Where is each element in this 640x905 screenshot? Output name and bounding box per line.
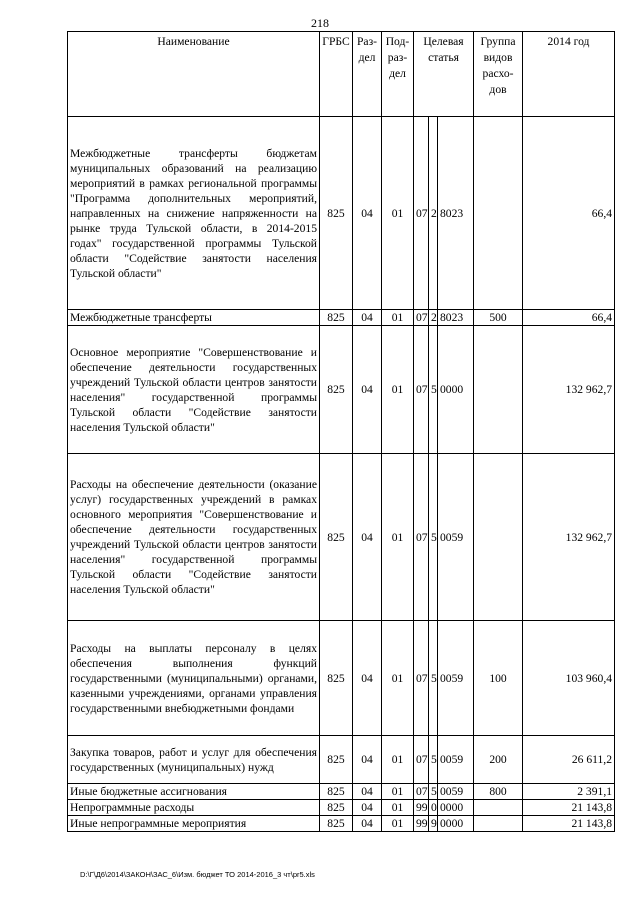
table-row bbox=[68, 326, 615, 454]
row-razdel: 04 bbox=[353, 800, 382, 816]
header-podrazdel: Под- раз- дел bbox=[382, 32, 414, 117]
table-row bbox=[68, 816, 615, 832]
row-podrazdel: 01 bbox=[382, 117, 414, 310]
row-amount: 132 962,7 bbox=[523, 454, 615, 621]
row-amount: 103 960,4 bbox=[523, 621, 615, 736]
row-razdel: 04 bbox=[353, 454, 382, 621]
row-target-subprogram: 5 bbox=[429, 784, 438, 800]
row-expense-group: 800 bbox=[474, 784, 523, 800]
row-podrazdel: 01 bbox=[382, 326, 414, 454]
row-target-direction: 0059 bbox=[438, 784, 474, 800]
row-podrazdel: 01 bbox=[382, 621, 414, 736]
row-target-subprogram: 2 bbox=[429, 117, 438, 310]
row-podrazdel: 01 bbox=[382, 784, 414, 800]
row-podrazdel: 01 bbox=[382, 310, 414, 326]
table-row bbox=[68, 800, 615, 816]
row-target-subprogram: 0 bbox=[429, 800, 438, 816]
row-razdel: 04 bbox=[353, 816, 382, 832]
row-name: Закупка товаров, работ и услуг для обеспечения государственных (муниципальных) нужд bbox=[68, 736, 320, 784]
row-name: Иные непрограммные мероприятия bbox=[68, 816, 320, 832]
table-row bbox=[68, 736, 615, 784]
row-podrazdel: 01 bbox=[382, 454, 414, 621]
row-target-subprogram: 2 bbox=[429, 310, 438, 326]
row-target-subprogram: 5 bbox=[429, 736, 438, 784]
row-razdel: 04 bbox=[353, 310, 382, 326]
row-expense-group bbox=[474, 326, 523, 454]
row-razdel: 04 bbox=[353, 117, 382, 310]
row-grbs: 825 bbox=[320, 800, 353, 816]
row-target-program: 99 bbox=[414, 800, 429, 816]
row-target-direction: 0000 bbox=[438, 800, 474, 816]
row-amount: 66,4 bbox=[523, 310, 615, 326]
row-grbs: 825 bbox=[320, 117, 353, 310]
row-grbs: 825 bbox=[320, 816, 353, 832]
row-expense-group: 100 bbox=[474, 621, 523, 736]
row-target-program: 07 bbox=[414, 117, 429, 310]
row-razdel: 04 bbox=[353, 621, 382, 736]
header-target-article: Целевая статья bbox=[414, 32, 474, 117]
row-expense-group: 200 bbox=[474, 736, 523, 784]
row-amount: 21 143,8 bbox=[523, 800, 615, 816]
row-podrazdel: 01 bbox=[382, 816, 414, 832]
row-razdel: 04 bbox=[353, 784, 382, 800]
table-row bbox=[68, 117, 615, 310]
row-target-program: 07 bbox=[414, 784, 429, 800]
table-row bbox=[68, 310, 615, 326]
row-target-direction: 0059 bbox=[438, 621, 474, 736]
row-name: Непрограммные расходы bbox=[68, 800, 320, 816]
row-target-program: 07 bbox=[414, 454, 429, 621]
row-expense-group bbox=[474, 117, 523, 310]
row-name: Расходы на обеспечение деятельности (оказание услуг) государственных учреждений в рамках основного мероприятия "Совершенствование и обеспечение деятельности государственных учреждений Тульской области центров занятости населения" государственной программы Тульской области "Содействие занятости населения Тульской области" bbox=[68, 454, 320, 621]
row-amount: 2 391,1 bbox=[523, 784, 615, 800]
row-grbs: 825 bbox=[320, 736, 353, 784]
row-name: Основное мероприятие "Совершенствование и обеспечение деятельности государственных учреждений Тульской области центров занятости населения" государственной программы Тульской области "Содействие занятости населения Тульской области" bbox=[68, 326, 320, 454]
header-year-2014: 2014 год bbox=[523, 32, 615, 117]
row-expense-group: 500 bbox=[474, 310, 523, 326]
row-target-subprogram: 9 bbox=[429, 816, 438, 832]
row-target-direction: 0000 bbox=[438, 816, 474, 832]
row-target-subprogram: 5 bbox=[429, 326, 438, 454]
row-expense-group bbox=[474, 454, 523, 621]
row-target-direction: 0000 bbox=[438, 326, 474, 454]
row-name: Межбюджетные трансферты бюджетам муниципальных образований на реализацию мероприятий в рамках региональной программы "Программа дополнительных мероприятий, направленных на снижение напряженности на рынке труда Тульской области, в 2014-2015 годах" государственной программы Тульской области "Содействие занятости населения Тульской области" bbox=[68, 117, 320, 310]
row-grbs: 825 bbox=[320, 621, 353, 736]
row-razdel: 04 bbox=[353, 326, 382, 454]
row-target-direction: 0059 bbox=[438, 454, 474, 621]
row-amount: 21 143,8 bbox=[523, 816, 615, 832]
header-expense-group: Группа видов расхо- дов bbox=[474, 32, 523, 117]
row-target-program: 07 bbox=[414, 310, 429, 326]
table-row bbox=[68, 784, 615, 800]
header-name: Наименование bbox=[68, 32, 320, 117]
row-target-subprogram: 5 bbox=[429, 454, 438, 621]
row-grbs: 825 bbox=[320, 326, 353, 454]
row-target-program: 99 bbox=[414, 816, 429, 832]
header-grbs: ГРБС bbox=[320, 32, 353, 117]
row-grbs: 825 bbox=[320, 454, 353, 621]
footer-file-path: D:\Г\Д6\2014\ЗАКОН\ЗАС_6\Изм. бюджет ТО 2014-2016_3 чт\pr5.xls bbox=[80, 870, 315, 879]
row-amount: 26 611,2 bbox=[523, 736, 615, 784]
row-name: Расходы на выплаты персоналу в целях обеспечения выполнения функций государственными (муниципальными) органами, казенными учреждениями, органами управления государственными внебюджетными фондами bbox=[68, 621, 320, 736]
row-target-subprogram: 5 bbox=[429, 621, 438, 736]
row-target-program: 07 bbox=[414, 326, 429, 454]
table-header-row bbox=[68, 32, 615, 117]
row-expense-group bbox=[474, 800, 523, 816]
row-podrazdel: 01 bbox=[382, 736, 414, 784]
row-target-direction: 8023 bbox=[438, 117, 474, 310]
table-row bbox=[68, 454, 615, 621]
budget-table bbox=[67, 31, 615, 832]
row-expense-group bbox=[474, 816, 523, 832]
row-target-program: 07 bbox=[414, 621, 429, 736]
row-razdel: 04 bbox=[353, 736, 382, 784]
header-razdel: Раз- дел bbox=[353, 32, 382, 117]
row-amount: 132 962,7 bbox=[523, 326, 615, 454]
row-grbs: 825 bbox=[320, 310, 353, 326]
row-podrazdel: 01 bbox=[382, 800, 414, 816]
row-target-direction: 0059 bbox=[438, 736, 474, 784]
table-row bbox=[68, 621, 615, 736]
row-grbs: 825 bbox=[320, 784, 353, 800]
row-name: Иные бюджетные ассигнования bbox=[68, 784, 320, 800]
row-target-program: 07 bbox=[414, 736, 429, 784]
page-number: 218 bbox=[311, 16, 329, 30]
row-target-direction: 8023 bbox=[438, 310, 474, 326]
row-name: Межбюджетные трансферты bbox=[68, 310, 320, 326]
row-amount: 66,4 bbox=[523, 117, 615, 310]
